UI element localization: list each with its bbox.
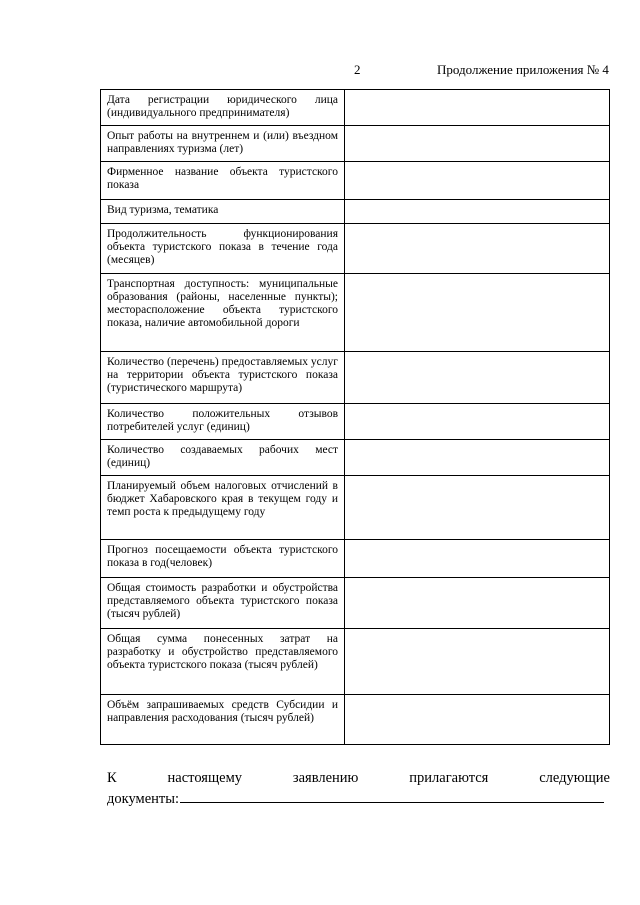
row-value-field[interactable] bbox=[345, 90, 610, 126]
table-row bbox=[101, 629, 610, 695]
row-value-field[interactable] bbox=[345, 162, 610, 200]
statement-word: прилагаются bbox=[409, 770, 489, 786]
row-label: Вид туризма, тематика bbox=[101, 200, 345, 224]
row-value-field[interactable] bbox=[345, 476, 610, 540]
attachments-statement bbox=[107, 770, 610, 787]
table-row bbox=[101, 578, 610, 629]
page-number: 2 bbox=[354, 62, 361, 77]
documents-blank-field[interactable] bbox=[180, 789, 604, 803]
row-value-field[interactable] bbox=[345, 200, 610, 224]
table-row bbox=[101, 126, 610, 162]
row-value-field[interactable] bbox=[345, 224, 610, 274]
appendix-note: Продолжение приложения № 4 bbox=[437, 62, 609, 77]
row-label: Планируемый объем налоговых отчислений в бюджет Хабаровского края в текущем году и темп роста к предыдущему году bbox=[101, 476, 345, 540]
documents-line bbox=[107, 789, 604, 808]
table-row bbox=[101, 404, 610, 440]
table-row bbox=[101, 352, 610, 404]
row-value-field[interactable] bbox=[345, 126, 610, 162]
row-value-field[interactable] bbox=[345, 540, 610, 578]
table-row bbox=[101, 476, 610, 540]
row-label: Фирменное название объекта туристского показа bbox=[101, 162, 345, 200]
row-value-field[interactable] bbox=[345, 695, 610, 745]
table-row bbox=[101, 162, 610, 200]
statement-word: настоящему bbox=[167, 770, 242, 786]
row-label: Количество (перечень) предоставляемых услуг на территории объекта туристского показа (туристического маршрута) bbox=[101, 352, 345, 404]
row-label: Количество положительных отзывов потребителей услуг (единиц) bbox=[101, 404, 345, 440]
row-label: Прогноз посещаемости объекта туристского показа в год(человек) bbox=[101, 540, 345, 578]
row-value-field[interactable] bbox=[345, 440, 610, 476]
row-label: Дата регистрации юридического лица (индивидуального предпринимателя) bbox=[101, 90, 345, 126]
row-label: Опыт работы на внутреннем и (или) въездном направлениях туризма (лет) bbox=[101, 126, 345, 162]
row-label: Количество создаваемых рабочих мест (единиц) bbox=[101, 440, 345, 476]
statement-word: К bbox=[107, 770, 117, 786]
row-value-field[interactable] bbox=[345, 404, 610, 440]
row-label: Общая сумма понесенных затрат на разработку и обустройство представляемого объекта туристского показа (тысяч рублей) bbox=[101, 629, 345, 695]
statement-word: следующие bbox=[539, 770, 610, 786]
row-label: Продолжительность функционирования объекта туристского показа в течение года (месяцев) bbox=[101, 224, 345, 274]
table-row bbox=[101, 200, 610, 224]
application-form-table bbox=[100, 89, 610, 745]
row-label: Транспортная доступность: муниципальные образования (районы, населенные пункты); месторасположение объекта туристского показа, наличие автомобильной дороги bbox=[101, 274, 345, 352]
table-row bbox=[101, 224, 610, 274]
table-row bbox=[101, 540, 610, 578]
row-label: Объём запрашиваемых средств Субсидии и направления расходования (тысяч рублей) bbox=[101, 695, 345, 745]
table-row bbox=[101, 274, 610, 352]
row-label: Общая стоимость разработки и обустройства представляемого объекта туристского показа (тысяч рублей) bbox=[101, 578, 345, 629]
row-value-field[interactable] bbox=[345, 629, 610, 695]
table-row bbox=[101, 695, 610, 745]
table-row bbox=[101, 440, 610, 476]
documents-label: документы: bbox=[107, 791, 180, 807]
row-value-field[interactable] bbox=[345, 274, 610, 352]
row-value-field[interactable] bbox=[345, 352, 610, 404]
row-value-field[interactable] bbox=[345, 578, 610, 629]
statement-word: заявлению bbox=[292, 770, 359, 786]
table-row bbox=[101, 90, 610, 126]
